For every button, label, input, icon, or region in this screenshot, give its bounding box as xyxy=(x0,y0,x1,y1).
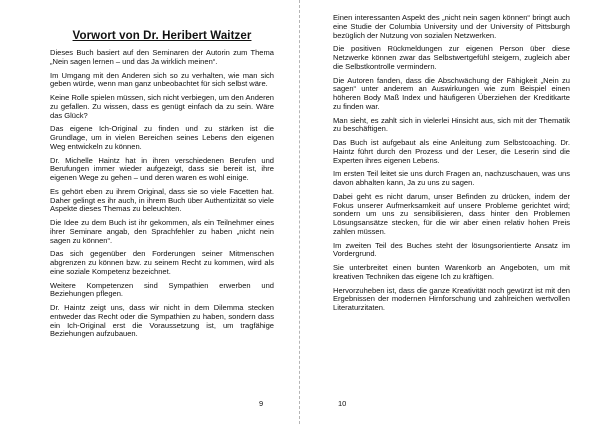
foreword-heading: Vorwort von Dr. Heribert Waitzer xyxy=(72,30,252,42)
paragraph: Dr. Haintz zeigt uns, dass wir nicht in dem Dilemma stecken entweder das Recht oder die Sympathien zu haben, sondern dass ein Ich-Original erst die Voraussetzung ist, um tragfähige Beziehungen aufzubauen. xyxy=(50,303,274,339)
paragraph: Das sich gegenüber den Forderungen seiner Mitmenschen abgrenzen zu können bzw. zu seinem Recht zu kommen, wird als eine soziale Kompetenz bezeichnet. xyxy=(50,249,274,276)
paragraph: Die positiven Rückmeldungen zur eigenen Person über diese Netzwerke können zwar das Selbstwertgefühl steigern, zugleich aber die Selbstkontrolle vermindern. xyxy=(333,44,570,71)
paragraph: Im zweiten Teil des Buches steht der lösungsorientierte Ansatz im Vordergrund. xyxy=(333,240,570,259)
page-number-right: 10 xyxy=(338,399,347,408)
paragraph: Keine Rolle spielen müssen, sich nicht verbiegen, um den Anderen zu gefallen. Zu wissen, dass es genügt einfach da zu sein. Wäre das Glück? xyxy=(50,93,274,120)
paragraph: Man sieht, es zahlt sich in vielerlei Hinsicht aus, sich mit der Thematik zu beschäftigen. xyxy=(333,115,570,134)
right-page xyxy=(300,0,600,424)
right-page-body xyxy=(333,14,570,313)
paragraph: Dieses Buch basiert auf den Seminaren der Autorin zum Thema „Nein sagen lernen – und das Ja wirklich meinen“. xyxy=(50,48,274,66)
paragraph: Die Idee zu dem Buch ist ihr gekommen, als ein Teilnehmer eines ihrer Seminare angab, den Sprachfehler zu haben „nicht nein sagen zu können“. xyxy=(50,218,274,245)
paragraph: Die Autoren fanden, dass die Abschwächung der Fähigkeit „Nein zu sagen“ unter anderem an Auswirkungen wie zum Beispiel einen höheren Body Maß Index und häufigeren Überziehen der Kreditkarte zu finden war. xyxy=(333,75,570,111)
paragraph: Es gehört eben zu ihrem Original, dass sie so viele Facetten hat. Daher gelingt es ihr auch, in ihrem Buch über Authentizität so viele Aspekte dieses Themas zu beleuchten. xyxy=(50,186,274,214)
paragraph: Im Umgang mit den Anderen sich so zu verhalten, wie man sich geben würde, wenn man ganz unbeobachtet für sich selbst wäre. xyxy=(50,70,274,89)
paragraph: Dr. Michelle Haintz hat in ihren verschiedenen Berufen und Berufungen immer wieder aufgezeigt, dass sie bereit ist, ihre eigenen Wege zu gehen – und deren waren es wohl einige. xyxy=(50,155,274,182)
paragraph: Das eigene Ich-Original zu finden und zu stärken ist die Grundlage, um in vielen Bereichen seines Lebens den eigenen Weg entwickeln zu können. xyxy=(50,124,274,151)
paragraph: Im ersten Teil leitet sie uns durch Fragen an, nachzuschauen, was uns davon abhalten kann, Ja zu uns zu sagen. xyxy=(333,169,570,187)
paragraph: Dabei geht es nicht darum, unser Befinden zu drücken, indem der Fokus unserer Aufmerksamkeit auf unsere Probleme gerichtet wird; sondern um uns zu sensibilisieren, dass hinter den Problemen Lösungsansätze stecken, für die wir aber einen relativ hohen Preis zahlen müssen. xyxy=(333,191,570,236)
paragraph: Sie unterbreitet einen bunten Warenkorb an Angeboten, um mit kreativen Techniken das eigene Ich zu kräftigen. xyxy=(333,263,570,281)
page-number-left: 9 xyxy=(259,399,264,408)
paragraph: Weitere Kompetenzen sind Sympathien erwerben und Beziehungen pflegen. xyxy=(50,280,274,299)
left-page-body xyxy=(50,49,274,339)
paragraph: Das Buch ist aufgebaut als eine Anleitung zum Selbstcoaching. Dr. Haintz führt durch den Prozess und der Leser, die Leserin sind die Experten ihres eigenen Lebens. xyxy=(333,138,570,165)
paragraph: Einen interessanten Aspekt des „nicht nein sagen können“ bringt auch eine Studie der Columbia University und der University of Pittsburgh bezüglich der Nutzung von sozialen Netzwerken. xyxy=(333,13,570,40)
paragraph: Hervorzuheben ist, dass die ganze Kreativität noch gewürzt ist mit den Ergebnissen der modernen Hirnforschung und zahlreichen wertvollen Literaturzitaten. xyxy=(333,285,570,312)
